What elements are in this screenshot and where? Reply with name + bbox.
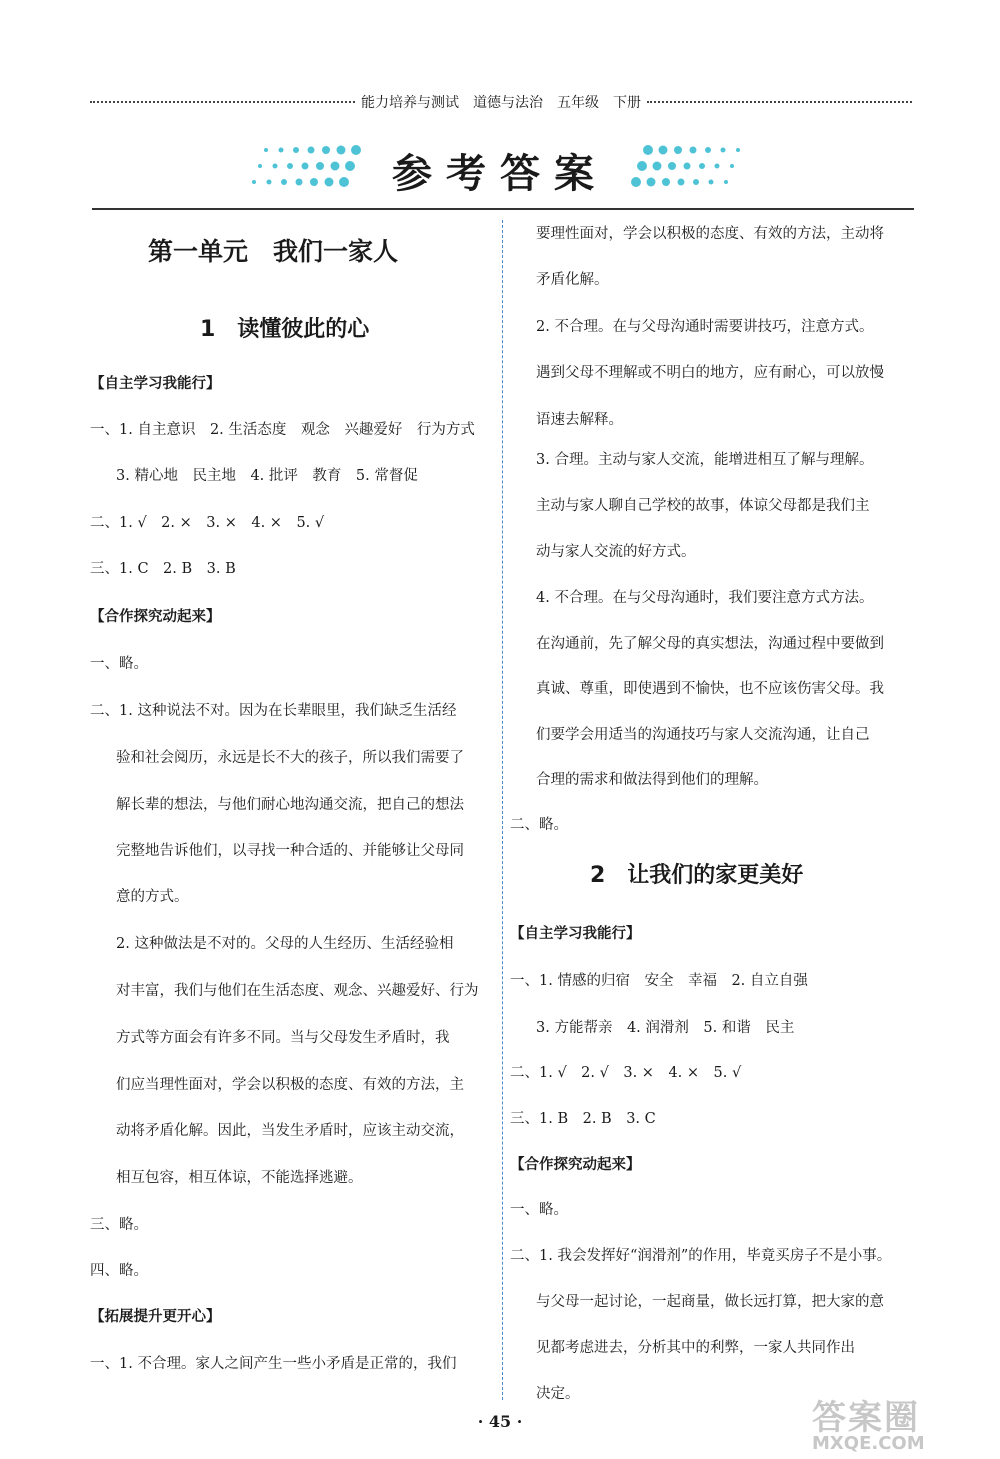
header-dotted-rule-left: [90, 101, 355, 103]
section-heading: 【自主学习我能行】: [510, 926, 641, 942]
unit-title: 第一单元 我们一家人: [148, 237, 399, 266]
answer-line: 意的方式。: [116, 889, 189, 905]
answer-line: 2. 这种做法是不对的。父母的人生经历、生活经验相: [116, 936, 454, 952]
section-heading: 【拓展提升更开心】: [90, 1309, 221, 1325]
answer-line: 主动与家人聊自己学校的故事，体谅父母都是我们主: [536, 498, 870, 514]
section-heading: 【自主学习我能行】: [90, 376, 221, 392]
answer-line: 2. 不合理。在与父母沟通时需要讲技巧，注意方式。: [536, 319, 874, 335]
title-rule: [92, 208, 914, 210]
watermark-url: MXQE.COM: [812, 1433, 925, 1454]
page-number: · 45 ·: [477, 1412, 523, 1431]
watermark-logo-text: 答案圈: [812, 1398, 920, 1438]
column-divider: [502, 220, 503, 1400]
answer-line: 动将矛盾化解。因此，当发生矛盾时，应该主动交流，: [116, 1123, 464, 1139]
answer-line: 们要学会用适当的沟通技巧与家人交流沟通，让自己: [536, 727, 870, 743]
page-title: 参考答案: [392, 150, 608, 197]
answer-line: 矛盾化解。: [536, 272, 609, 288]
answer-line: 一、1. 不合理。家人之间产生一些小矛盾是正常的，我们: [90, 1356, 457, 1372]
answer-line: 合理的需求和做法得到他们的理解。: [536, 772, 768, 788]
answer-line: 见都考虑进去，分析其中的利弊，一家人共同作出: [536, 1340, 855, 1356]
answer-line: 对丰富，我们与他们在生活态度、观念、兴趣爱好、行为: [116, 983, 479, 999]
answer-line: 真诚、尊重，即使遇到不愉快，也不应该伤害父母。我: [536, 681, 884, 697]
watermark: [812, 1390, 982, 1452]
answer-line: 三、1. B 2. B 3. C: [510, 1111, 656, 1127]
answer-line: 二、1. √ 2. √ 3. × 4. × 5. √: [510, 1065, 742, 1081]
answer-line: 3. 精心地 民主地 4. 批评 教育 5. 常督促: [116, 468, 418, 484]
answer-line: 完整地告诉他们，以寻找一种合适的、并能够让父母同: [116, 843, 464, 859]
answer-line: 动与家人交流的好方式。: [536, 544, 696, 560]
answer-line: 一、1. 自主意识 2. 生活态度 观念 兴趣爱好 行为方式: [90, 422, 475, 438]
answer-line: 决定。: [536, 1386, 580, 1402]
answer-line: 在沟通前，先了解父母的真实想法，沟通过程中要做到: [536, 636, 884, 652]
answer-line: 解长辈的想法，与他们耐心地沟通交流，把自己的想法: [116, 797, 464, 813]
running-header: [90, 92, 912, 112]
answer-line: 三、1. C 2. B 3. B: [90, 561, 236, 577]
answer-line: 相互包容，相互体谅，不能选择逃避。: [116, 1170, 363, 1186]
answer-line: 3. 方能帮亲 4. 润滑剂 5. 和谐 民主: [536, 1020, 795, 1036]
answer-line: 一、略。: [90, 656, 148, 672]
answer-line: 二、1. √ 2. × 3. × 4. × 5. √: [90, 515, 325, 531]
decorative-dots-right: [628, 140, 758, 190]
answer-line: 一、略。: [510, 1202, 568, 1218]
answer-line: 一、1. 情感的归宿 安全 幸福 2. 自立自强: [510, 973, 808, 989]
header-text: 能力培养与测试 道德与法治 五年级 下册: [361, 95, 641, 111]
answer-line: 验和社会阅历，永远是长不大的孩子，所以我们需要了: [116, 750, 464, 766]
answer-line: 3. 合理。主动与家人交流，能增进相互了解与理解。: [536, 452, 874, 468]
section-heading: 【合作探究动起来】: [510, 1157, 641, 1173]
answer-line: 二、略。: [510, 817, 568, 833]
answer-line: 要理性面对，学会以积极的态度、有效的方法，主动将: [536, 226, 884, 242]
answer-line: 二、1. 我会发挥好“润滑剂”的作用，毕竟买房子不是小事。: [510, 1248, 892, 1264]
answer-line: 四、略。: [90, 1263, 148, 1279]
answer-line: 三、略。: [90, 1217, 148, 1233]
lesson-title: 1 读懂彼此的心: [200, 317, 370, 342]
answer-line: 二、1. 这种说法不对。因为在长辈眼里，我们缺乏生活经: [90, 703, 457, 719]
lesson-title: 2 让我们的家更美好: [590, 863, 804, 888]
answer-line: 方式等方面会有许多不同。当与父母发生矛盾时，我: [116, 1030, 450, 1046]
answer-line: 4. 不合理。在与父母沟通时，我们要注意方式方法。: [536, 590, 874, 606]
answer-line: 与父母一起讨论，一起商量，做长远打算，把大家的意: [536, 1294, 884, 1310]
answer-line: 们应当理性面对，学会以积极的态度、有效的方法，主: [116, 1077, 464, 1093]
header-dotted-rule-right: [647, 101, 912, 103]
answer-line: 语速去解释。: [536, 412, 623, 428]
answer-line: 遇到父母不理解或不明白的地方，应有耐心，可以放慢: [536, 365, 884, 381]
section-heading: 【合作探究动起来】: [90, 609, 221, 625]
